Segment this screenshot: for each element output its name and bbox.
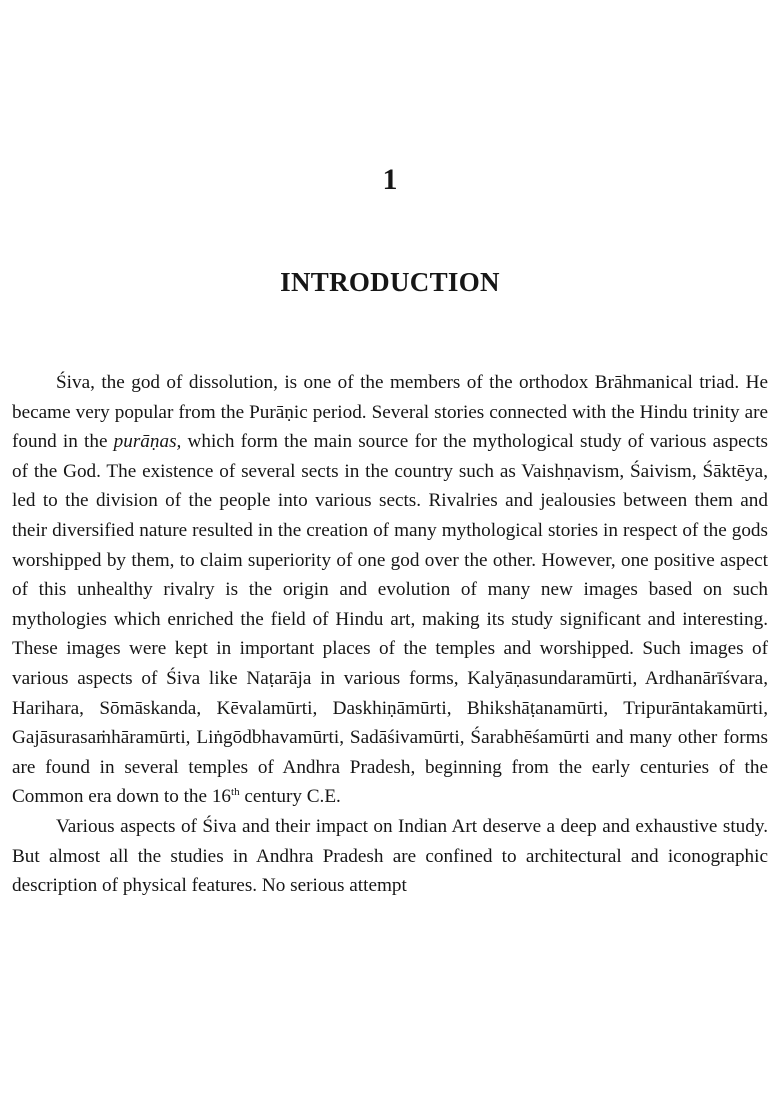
chapter-title: INTRODUCTION	[280, 267, 500, 297]
ordinal-superscript: th	[231, 786, 240, 799]
body-text	[12, 368, 768, 901]
paragraph-1-text-a: Śiva, the god of dissolution, is one of the members of the orthodox Brāhmanical triad. He became very popular from the Purāṇic period. Several stories connected with the Hindu trinity are found in the	[12, 372, 768, 453]
paragraph-2: Various aspects of Śiva and their impact on Indian Art deserve a deep and exhaustive study. But almost all the studies in Andhra Pradesh are confined to architectural and iconographic description of physical features. No serious attempt	[12, 815, 768, 897]
paragraph-1	[12, 368, 768, 812]
paragraph-1-italic-term: purāṇas,	[113, 431, 182, 453]
paragraph-1-text-b: which form the main source for the mythological study of various aspects of the God. The existence of several sects in the country such as Vaishṇavism, Śaivism, Śāktēya, led to the division of the people into various sects. Rivalries and jealousies between them and their diversified nature resulted in the creation of many mythological stories in respect of the gods worshipped by them, to claim superiority of one god over the other. However, one positive aspect of this unhealthy rivalry is the origin and evolution of many new images based on such mythologies which enriched the field of Hindu art, making its study significant and interesting. These images were kept in important places of the temples and worshipped. Such images of various aspects of Śiva like Naṭarāja in various forms, Kalyāṇasundaramūrti, Ardhanārīśvara, Harihara, Sōmāskanda, Kēvalamūrti, Daskhiṇāmūrti, Bhikshāṭanamūrti, Tripurāntakamūrti, Gajāsurasaṁhāramūrti, Liṅgōdbhavamūrti, Sadāśivamūrti, Śarabhēśamūrti and many other forms are found in several temples of Andhra Pradesh, beginning from the early centuries of the Common era down to the 16	[12, 431, 769, 808]
paragraph-1-text-c: century C.E.	[239, 786, 341, 808]
chapter-number: 1	[382, 163, 398, 196]
